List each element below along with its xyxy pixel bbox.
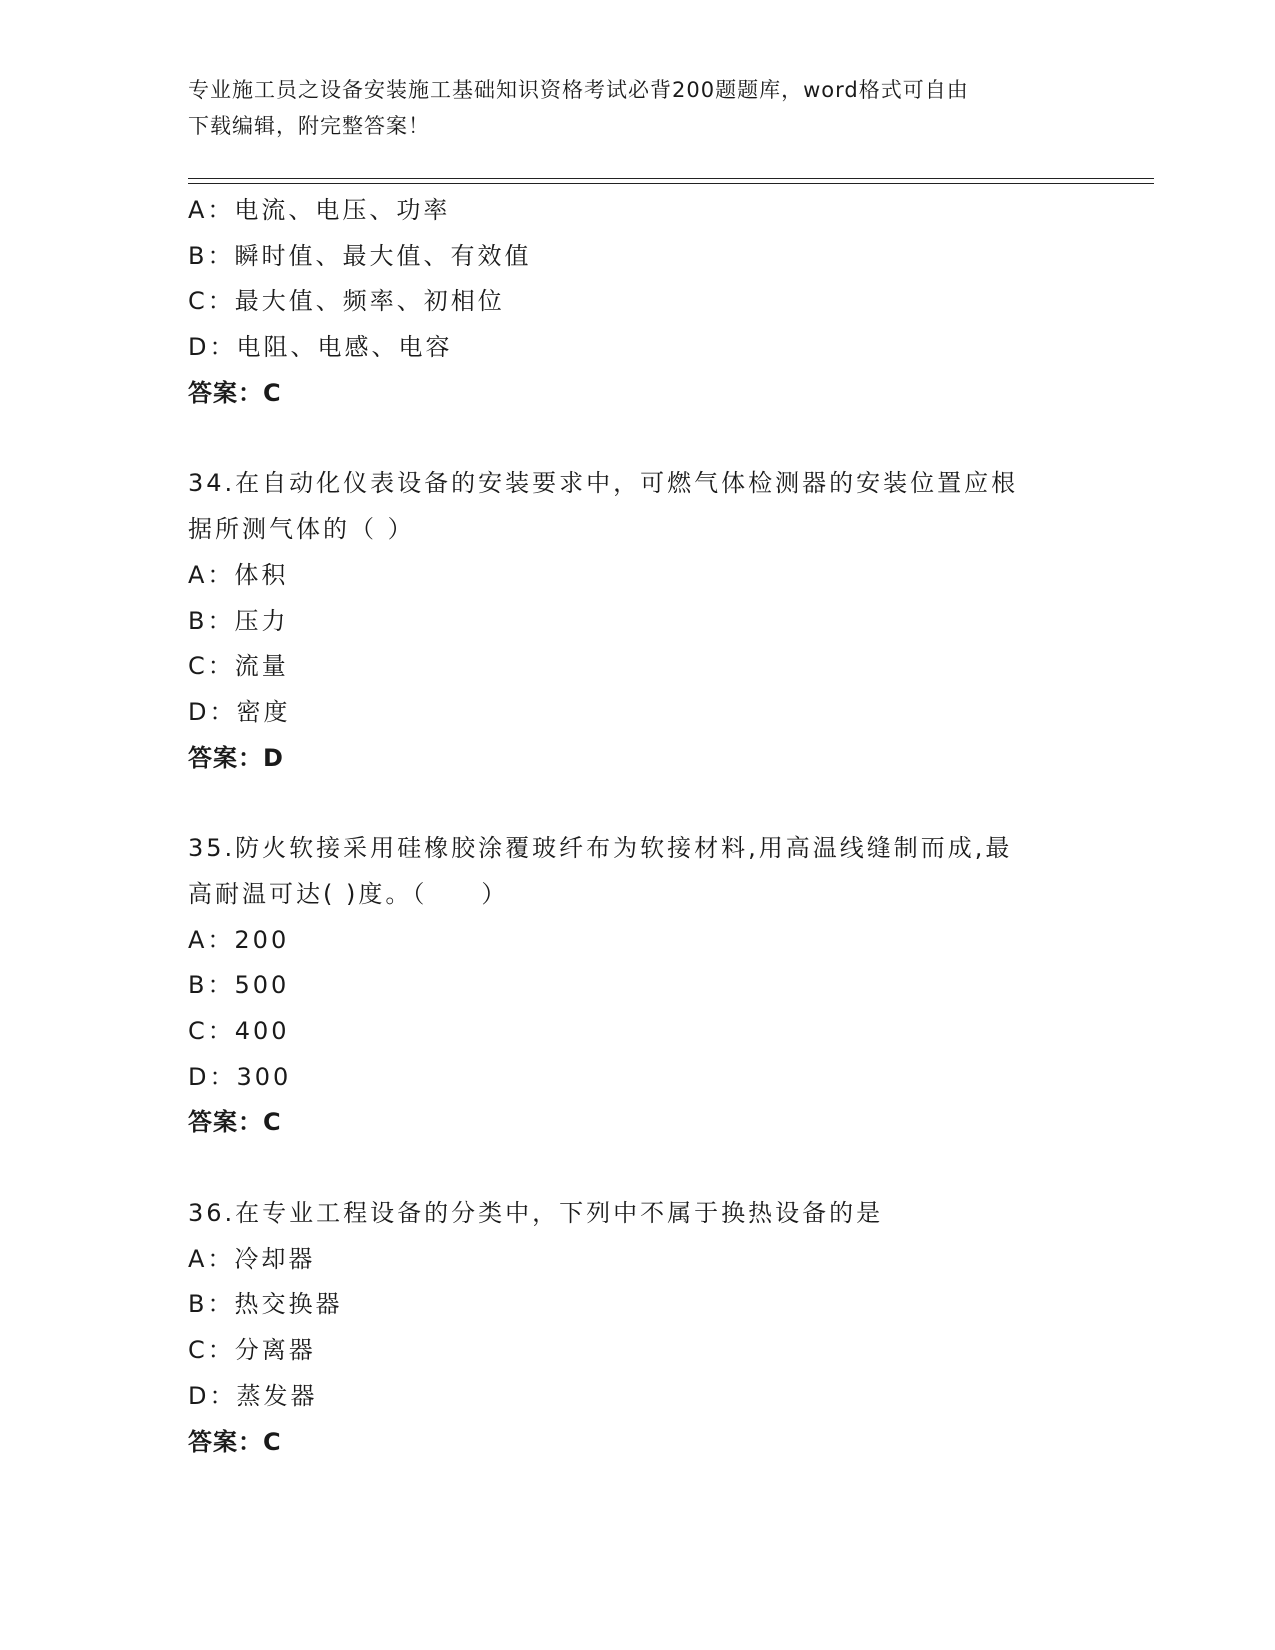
q36-option-d: D：蒸发器 <box>188 1381 318 1410</box>
question-34-block <box>188 461 1088 781</box>
q34-option-b: B：压力 <box>188 606 289 635</box>
q35-option-c: C：400 <box>188 1017 290 1045</box>
q33-option-d: D：电阻、电感、电容 <box>188 333 453 362</box>
q34-stem-line-2: 据所测气体的（ ） <box>188 515 415 544</box>
question-36-block <box>188 1191 1088 1465</box>
q35-answer: 答案：C <box>188 1108 282 1137</box>
q36-answer: 答案：C <box>188 1427 282 1456</box>
question-35-block <box>188 826 1088 1146</box>
q33-option-a: A：电流、电压、功率 <box>188 196 451 224</box>
question-list <box>188 188 1088 1465</box>
q36-stem-line-1: 36.在专业工程设备的分类中，下列中不属于换热设备的是 <box>188 1199 884 1228</box>
q33-option-c: C：最大值、频率、初相位 <box>188 287 505 316</box>
q36-option-c: C：分离器 <box>188 1336 316 1365</box>
q34-option-c: C：流量 <box>188 652 289 681</box>
q34-answer: 答案：D <box>188 743 284 772</box>
q36-option-a: A：冷却器 <box>188 1244 316 1273</box>
q34-stem-line-1: 34.在自动化仪表设备的安装要求中，可燃气体检测器的安装位置应根 <box>188 469 1019 498</box>
q36-option-b: B：热交换器 <box>188 1290 343 1319</box>
header-divider-bottom <box>188 183 1154 184</box>
q35-stem-line-2: 高耐温可达( )度。（ ） <box>188 879 509 908</box>
q35-stem-line-1: 35.防火软接采用硅橡胶涂覆玻纤布为软接材料,用高温线缝制而成,最 <box>188 834 1013 863</box>
q34-option-d: D：密度 <box>188 697 291 726</box>
document-header <box>188 72 1068 144</box>
header-title-line-2: 下载编辑，附完整答案！ <box>188 114 430 138</box>
header-divider-top <box>188 178 1154 179</box>
q34-option-a: A：体积 <box>188 560 289 589</box>
question-33-block <box>188 188 1088 416</box>
q33-answer: 答案：C <box>188 378 282 407</box>
q35-option-d: D：300 <box>188 1062 292 1091</box>
q33-option-b: B：瞬时值、最大值、有效值 <box>188 241 532 270</box>
q35-option-a: A：200 <box>188 925 290 954</box>
q35-option-b: B：500 <box>188 971 290 1000</box>
header-title-line-1: 专业施工员之设备安装施工基础知识资格考试必背200题题库，word格式可自由 <box>188 78 969 102</box>
